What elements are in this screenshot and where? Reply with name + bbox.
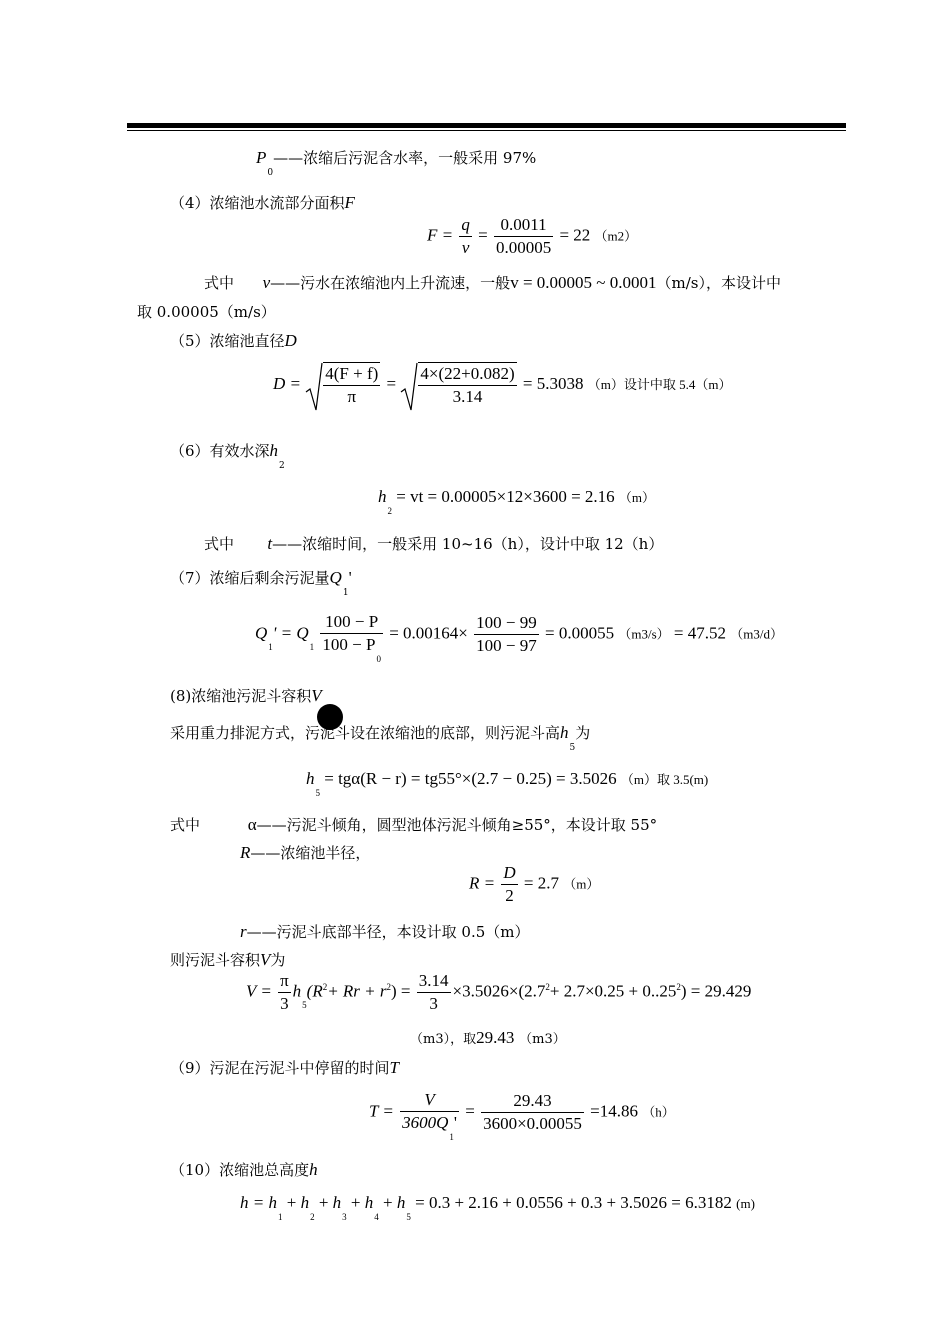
header-rule-thick bbox=[127, 123, 846, 128]
section-6-equation bbox=[378, 487, 656, 516]
symbol: α bbox=[247, 815, 257, 834]
fraction bbox=[418, 362, 516, 408]
prime: ' bbox=[453, 1113, 457, 1132]
expression: = vt = 0.00005×12×3600 = 2.16 bbox=[396, 487, 615, 506]
lhs: D = bbox=[273, 373, 301, 393]
result: = 0.3 + 2.16 + 0.0556 + 0.3 + 3.5026 = 6.3182 bbox=[415, 1193, 732, 1212]
unit: （m/s），本设计中 bbox=[656, 274, 781, 292]
symbol: D bbox=[284, 331, 297, 350]
section-6-heading bbox=[170, 441, 285, 471]
continued-text: 取 0.00005（m/s） bbox=[137, 303, 276, 321]
unit: （m） bbox=[563, 876, 600, 892]
subscript: 2 bbox=[310, 1212, 315, 1222]
fraction bbox=[501, 862, 517, 907]
subscript: 5 bbox=[406, 1212, 411, 1222]
section-8-alpha-def bbox=[170, 815, 657, 835]
fraction bbox=[320, 611, 383, 664]
fraction bbox=[400, 1089, 459, 1142]
numerator: 3.14 bbox=[417, 970, 451, 993]
value: 29.43 bbox=[476, 1028, 515, 1047]
result-2: = 47.52 bbox=[673, 623, 726, 643]
h-symbol: h bbox=[292, 981, 302, 1001]
section-6-note bbox=[204, 534, 663, 554]
subscript: 0 bbox=[267, 168, 274, 178]
symbol: F bbox=[344, 193, 355, 212]
equals: = bbox=[478, 225, 488, 245]
numerator: V bbox=[400, 1089, 459, 1112]
denominator: 0.00005 bbox=[495, 238, 552, 257]
symbol: T bbox=[389, 1058, 400, 1077]
definition-text: ——浓缩时间，一般采用 10~16（h），设计中取 12（h） bbox=[272, 535, 664, 553]
superscript: 2 bbox=[386, 982, 392, 993]
equals: = bbox=[386, 373, 397, 393]
radical-sign bbox=[305, 362, 323, 412]
section-9-equation bbox=[369, 1089, 675, 1142]
denominator bbox=[320, 634, 383, 664]
middle-term: = 0.00164× bbox=[389, 623, 468, 643]
label: 式中 bbox=[204, 274, 235, 292]
subscript: 1 bbox=[268, 642, 273, 653]
subscript: 5 bbox=[569, 743, 576, 753]
heading-text: （4）浓缩池水流部分面积 bbox=[170, 194, 345, 212]
symbol: r bbox=[240, 922, 247, 941]
unit-2: （m3/d） bbox=[730, 626, 783, 642]
expression: ×3.5026×(2.7 bbox=[452, 981, 546, 1001]
label: 式中 bbox=[170, 816, 201, 834]
subscript: 0 bbox=[376, 654, 381, 664]
denominator: 100 − 97 bbox=[476, 636, 537, 655]
unit: (m) bbox=[736, 1196, 755, 1211]
superscript: 2 bbox=[322, 982, 328, 993]
subscript: 5 bbox=[315, 788, 320, 798]
superscript: 2 bbox=[545, 982, 550, 993]
symbol: P bbox=[256, 148, 267, 167]
numerator: 100 − 99 bbox=[474, 612, 539, 635]
expression: + 2.7×0.25 + 0..25 bbox=[549, 981, 677, 1001]
denominator: 2 bbox=[505, 886, 514, 905]
section-5-heading bbox=[170, 331, 297, 351]
denominator: π bbox=[347, 387, 357, 406]
result: =14.86 bbox=[590, 1101, 639, 1121]
symbol: t bbox=[267, 534, 273, 553]
subscript: 5 bbox=[302, 1000, 307, 1011]
tail-text: 为 bbox=[575, 724, 591, 742]
subscript: 1 bbox=[309, 642, 315, 653]
section-9-heading bbox=[170, 1058, 399, 1078]
subscript: 3 bbox=[342, 1212, 347, 1222]
definition-text: ——浓缩池半径， bbox=[250, 844, 371, 862]
equals: = bbox=[465, 1101, 475, 1121]
denominator: 3 bbox=[429, 994, 438, 1013]
heading-text: (8)浓缩池污泥斗容积 bbox=[170, 687, 312, 705]
prime: ' bbox=[348, 568, 352, 587]
subscript: 1 bbox=[342, 588, 349, 598]
fraction bbox=[481, 1090, 584, 1135]
denominator bbox=[400, 1112, 459, 1142]
numerator: q bbox=[459, 214, 472, 237]
symbol: R bbox=[240, 843, 251, 862]
subscript: 2 bbox=[387, 506, 392, 516]
section-4-heading bbox=[170, 193, 355, 213]
result: = 2.7 bbox=[523, 873, 559, 893]
numerator: 29.43 bbox=[481, 1090, 584, 1113]
section-4-note bbox=[204, 273, 781, 293]
lhs: h bbox=[306, 769, 315, 788]
fraction bbox=[474, 612, 539, 657]
section-7-equation bbox=[255, 611, 783, 664]
symbol: h bbox=[309, 1160, 318, 1179]
denominator: 3600×0.00055 bbox=[483, 1114, 582, 1133]
numerator: D bbox=[501, 862, 517, 885]
term: + Rr + r bbox=[327, 981, 387, 1001]
lhs: h bbox=[378, 487, 387, 506]
definition-text: ——污泥斗底部半径，本设计取 0.5（m） bbox=[246, 923, 530, 941]
definition-text: ——浓缩后污泥含水率，一般采用 97% bbox=[273, 149, 537, 167]
definition-text: ——污泥斗倾角，圆型池体污泥斗倾角≥55°，本设计取 55° bbox=[256, 816, 658, 834]
heading-text: （10）浓缩池总高度 bbox=[170, 1161, 310, 1179]
unit: （m3） bbox=[519, 1032, 566, 1047]
unit: （m3），取 bbox=[410, 1032, 477, 1047]
sqrt bbox=[400, 362, 518, 408]
numerator: π bbox=[278, 970, 291, 993]
result: = 0.00055 bbox=[545, 623, 615, 643]
section-4-equation bbox=[427, 214, 637, 259]
section-10-heading bbox=[170, 1160, 318, 1180]
term: ) = bbox=[391, 981, 411, 1001]
unit: （m）取 3.5(m) bbox=[620, 772, 709, 787]
section-10-equation: $h = h_1 + h_2 + h_3 + h_4 + h_5 = 0.3 + 2.16 + 0.0556 + 0.3 + 3.5026 = 6.3182$ (m) bbox=[240, 1193, 755, 1222]
body-text: 则污泥斗容积 bbox=[170, 951, 261, 969]
unit: （m）设计中取 5.4（m） bbox=[587, 376, 732, 392]
subscript: 1 bbox=[277, 1212, 283, 1222]
fraction bbox=[323, 362, 380, 408]
denominator: v bbox=[461, 238, 470, 257]
section-8-h5-equation bbox=[306, 769, 709, 798]
denominator: 3.14 bbox=[452, 387, 483, 406]
unit: （m） bbox=[618, 490, 656, 505]
symbol: V bbox=[260, 950, 271, 969]
fraction bbox=[417, 970, 451, 1015]
lhs-cont: ' = Q bbox=[272, 623, 309, 643]
heading-text: （7）浓缩后剩余污泥量 bbox=[170, 569, 330, 587]
numerator: 100 − P bbox=[320, 611, 383, 634]
section-8-heading bbox=[170, 686, 322, 706]
heading-text: （5）浓缩池直径 bbox=[170, 332, 285, 350]
subscript: 2 bbox=[279, 461, 285, 471]
denominator: 3 bbox=[280, 994, 289, 1013]
section-8-line bbox=[170, 723, 591, 753]
section-5-equation bbox=[273, 362, 731, 408]
symbol: h bbox=[560, 723, 569, 742]
symbol: v bbox=[262, 273, 271, 292]
result: ) = 29.429 bbox=[680, 981, 752, 1001]
denominator-text: 3600Q bbox=[402, 1113, 449, 1132]
result: = 22 bbox=[559, 225, 591, 245]
lhs: R = bbox=[469, 873, 496, 893]
unit: （m2） bbox=[594, 228, 638, 244]
denominator-text: 100 − P bbox=[322, 635, 376, 654]
lhs: V = bbox=[246, 981, 272, 1001]
unit: （m3/s） bbox=[618, 626, 670, 642]
term: (R bbox=[306, 981, 323, 1001]
lhs: F = bbox=[427, 225, 454, 245]
radical-sign bbox=[400, 362, 418, 412]
label: 式中 bbox=[204, 535, 235, 553]
lhs: h = h bbox=[240, 1193, 277, 1212]
fraction bbox=[494, 214, 553, 259]
section-7-heading bbox=[170, 568, 352, 598]
heading-text: （9）污泥在污泥斗中停留的时间 bbox=[170, 1059, 390, 1077]
section-8-V-line bbox=[170, 950, 285, 970]
subscript: 1 bbox=[449, 1132, 454, 1142]
section-8-V-equation bbox=[246, 970, 751, 1015]
fraction bbox=[278, 970, 291, 1015]
symbol: V bbox=[311, 686, 322, 705]
expression: = tgα(R − r) = tg55°×(2.7 − 0.25) = 3.5026 bbox=[324, 769, 617, 788]
definition-text: ——污水在浓缩池内上升流速，一般 bbox=[270, 274, 511, 292]
section-8-R-def bbox=[240, 843, 370, 863]
numerator: 0.0011 bbox=[494, 214, 553, 237]
lhs: Q bbox=[255, 623, 268, 643]
section-8-V-unit bbox=[410, 1028, 566, 1050]
numerator: 4(F + f) bbox=[323, 363, 380, 386]
heading-text: （6）有效水深 bbox=[170, 442, 270, 460]
symbol: h bbox=[269, 441, 279, 460]
section-4-note-cont bbox=[137, 302, 276, 322]
section-8-r-def bbox=[240, 922, 529, 942]
fraction bbox=[459, 214, 472, 259]
superscript: 2 bbox=[676, 982, 681, 993]
p0-definition bbox=[256, 148, 537, 178]
section-8-R-equation bbox=[469, 862, 599, 907]
sqrt bbox=[305, 362, 382, 408]
lhs: T = bbox=[369, 1101, 394, 1121]
numerator: 4×(22+0.082) bbox=[418, 363, 516, 386]
unit: （h） bbox=[642, 1104, 675, 1120]
body-text: 采用重力排泥方式，污泥斗设在浓缩池的底部，则污泥斗高 bbox=[170, 724, 561, 742]
symbol: Q bbox=[329, 568, 342, 587]
result: = 5.3038 bbox=[522, 373, 584, 393]
subscript: 4 bbox=[374, 1212, 379, 1222]
tail-text: 为 bbox=[270, 951, 286, 969]
header-rule-thin bbox=[127, 130, 846, 131]
range: v = 0.00005 ~ 0.0001 bbox=[510, 273, 657, 292]
